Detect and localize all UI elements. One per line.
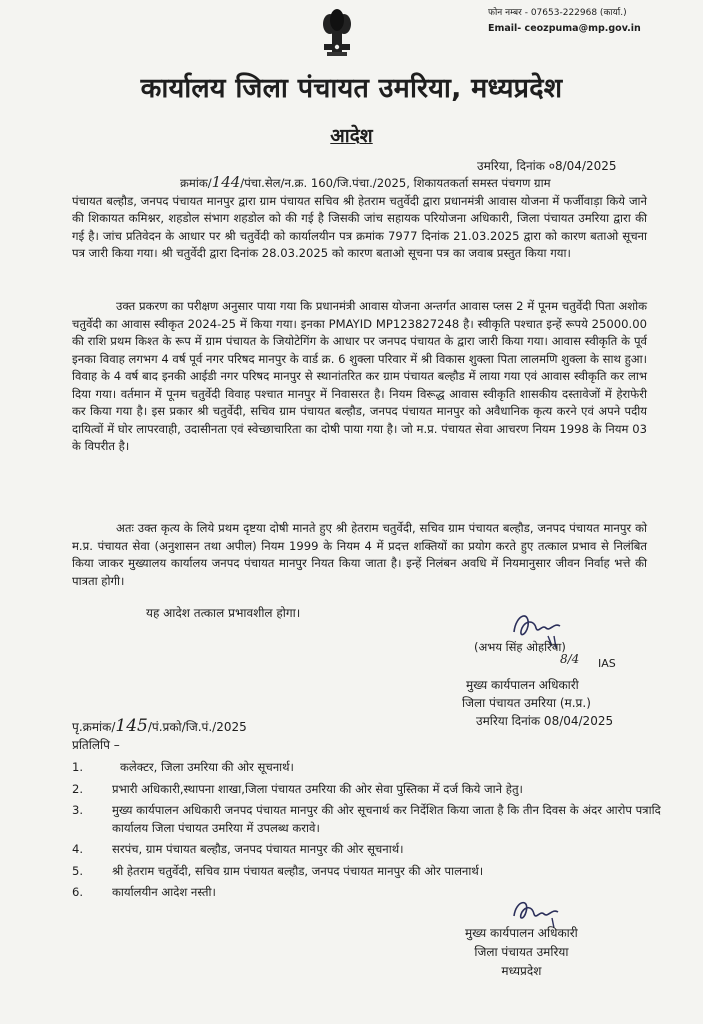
place-date: उमरिया, दिनांक ०8/04/2025: [477, 159, 617, 173]
final-signature-block: [465, 924, 578, 981]
list-item-number: 2.: [72, 781, 84, 796]
order-title: आदेश: [330, 125, 373, 147]
list-item: [72, 781, 662, 799]
list-item: [72, 759, 662, 777]
signer-name: (अभय सिंह ओहरिया): [474, 640, 566, 654]
list-item-number: 5.: [72, 863, 84, 878]
endorsement-rest: /पं.प्रको/जि.पं./2025: [147, 720, 247, 734]
reference-prefix: क्रमांक/: [180, 176, 212, 190]
office-title: कार्यालय जिला पंचायत उमरिया, मध्यप्रदेश: [140, 73, 563, 104]
contact-block: [488, 6, 641, 36]
reference-rest: /पंचा.सेल/न.क्र. 160/जि.पंचा./2025, शिकायतकर्ता समस्त पंचगण ग्राम: [240, 176, 551, 190]
final-signer-post: मुख्य कार्यपालन अधिकारी: [465, 926, 578, 940]
email-address: Email- ceozpuma@mp.gov.in: [488, 23, 641, 34]
endorsement-prefix: पृ.क्रमांक/: [72, 720, 116, 734]
copy-heading: प्रतिलिपि –: [72, 738, 120, 752]
list-item: [72, 841, 662, 859]
list-item-text: प्रभारी अधिकारी,स्थापना शाखा,जिला पंचायत उमरिया की ओर सेवा पुस्तिका में दर्ज किये जाने हेतु।: [112, 781, 523, 796]
list-item-number: 4.: [72, 842, 84, 856]
signer-office: जिला पंचायत उमरिया (म.प्र.): [462, 696, 591, 710]
paragraph-3: अतः उक्त कृत्य के लिये प्रथम दृष्टया दोषी मानते हुए श्री हेतराम चतुर्वेदी, सचिव ग्राम पंचायत बल्हौड, जनपद पंचायत मानपुर को म.प्र. पंचायत सेवा (अनुशासन तथा अपील) नियम 1999 के नियम 4 में प्रदत्त शक्तियों का प्रयोग करते हुए तत्काल प्रभाव से निलंबित किया जाकर मुख्यालय कार्यालय जनपद पंचायत मानपुर नियत किया जाता है। इन्हें निलंबन अवधि में नियमानुसार जीवन निर्वाह भत्ते की पात्रता होगी।: [72, 521, 647, 588]
state-emblem-icon: [318, 8, 356, 58]
paragraph-1-text: पंचायत बल्हौड, जनपद पंचायत मानपुर द्वारा ग्राम पंचायत सचिव श्री हेतराम चतुर्वेदी द्वारा प्रधानमंत्री आवास योजना में फर्जीवाड़ा किये जाने की शिकायत कमिश्नर, शहडोल संभाग शहडोल को की गई है जिसकी जांच सहायक परियोजना अधिकारी, जिला पंचायत उमरिया द्वारा की गई है। जांच प्रतिवेदन के आधार पर श्री चतुर्वेदी को कार्यालयीन पत्र क्रमांक 7977 दिनांक 21.03.2025 द्वारा को कारण बताओ सूचना पत्र जारी किया गया। श्री चतुर्वेदी द्वारा दिनांक 28.03.2025 को कारण बताओ सूचना पत्र का जवाब प्रस्तुत किया गया।: [72, 193, 647, 260]
list-item-text: कलेक्टर, जिला उमरिया की ओर सूचनार्थ।: [120, 760, 294, 774]
list-item-text: सरपंच, ग्राम पंचायत बल्हौड, जनपद पंचायत मानपुर की ओर सूचनार्थ।: [112, 842, 404, 856]
signer-date: उमरिया दिनांक 08/04/2025: [476, 714, 614, 728]
copy-list: [72, 759, 662, 906]
list-item: [72, 802, 662, 837]
signer-designation-block: [462, 676, 613, 730]
closing-line: यह आदेश तत्काल प्रभावशील होगा।: [146, 606, 301, 620]
paragraph-2: उक्त प्रकरण का परीक्षण अनुसार पाया गया कि प्रधानमंत्री आवास योजना अन्तर्गत आवास प्लस 2 में पूनम चतुर्वेदी पिता अशोक चतुर्वेदी का आवास स्वीकृत 2024-25 में किया गया। इनका PMAYID MP123827248 है। स्वीकृति पश्चात इन्हें रूपये 25000.00 की राशि प्रथम किश्त के रूप में ग्राम पंचायत के जियोटेगिंग के आधार पर जनपद पंचायत के द्वारा जारी किया गया। आवास स्वीकृति के पूर्व इनका विवाह लगभग 4 वर्ष पूर्व नगर परिषद मानपुर के वार्ड क्र. 6 शुक्ला परिवार में श्री विकास शुक्ला पिता लालमणि शुक्ला के साथ हुआ। विवाह के 4 वर्ष बाद इनकी आईडी नगर परिषद मानपुर से स्थानांतरित कर ग्राम पंचायत बल्हौड में लाया गया एवं आवास स्वीकृति कर लाभ दिया गया। वर्तमान में पूनम चतुर्वेदी विवाह पश्चात मानपुर में निवासरत है। नियम विरूद्ध आवास स्वीकृति शासकीय दस्तावेजों में हेराफेरी कर किया गया है। इस प्रकार श्री चतुर्वेदी, सचिव ग्राम पंचायत बल्हौड, जनपद पंचायत मानपुर को अवैधानिक कृत्य करने एवं अपने पदीय दायित्वों में घोर लापरवाही, उदासीनता एवं स्वेच्छाचारिता का दोषी पाया गया है। जो म.प्र. पंचायत सेवा आचरण नियम 1998 के नियम 03 के विपरीत है।: [72, 299, 647, 453]
list-item: [72, 863, 662, 881]
list-item-text: श्री हेतराम चतुर्वेदी, सचिव ग्राम पंचायत बल्हौड, जनपद पंचायत मानपुर की ओर पालनार्थ।: [112, 863, 484, 878]
list-item-number: 6.: [72, 885, 84, 899]
signature-date-mark: 8/4: [560, 652, 580, 666]
list-item-number: 3.: [72, 803, 84, 817]
signer-service: IAS: [598, 657, 616, 670]
endorsement-number: 145: [115, 716, 148, 736]
list-item-text: मुख्य कार्यपालन अधिकारी जनपद पंचायत मानपुर की ओर सूचनार्थ कर निर्देशित किया जाता है कि तीन दिवस के अंदर आरोप पत्रादि कार्यालय जिला पंचायत उमरिया में उपलब्ध करावे।: [112, 803, 661, 835]
list-item-number: 1.: [72, 760, 84, 774]
final-signer-state: मध्यप्रदेश: [501, 964, 542, 978]
list-item: [72, 884, 662, 902]
phone-number: फोन नम्बर - 07653-222968 (कार्या.): [488, 8, 627, 18]
paragraph-1: [72, 174, 647, 263]
endorsement-reference: [72, 716, 247, 736]
signer-post: मुख्य कार्यपालन अधिकारी: [466, 678, 579, 692]
final-signer-office: जिला पंचायत उमरिया: [474, 945, 569, 959]
reference-number: 144: [211, 173, 241, 191]
list-item-text: कार्यालयीन आदेश नस्ती।: [112, 885, 216, 899]
